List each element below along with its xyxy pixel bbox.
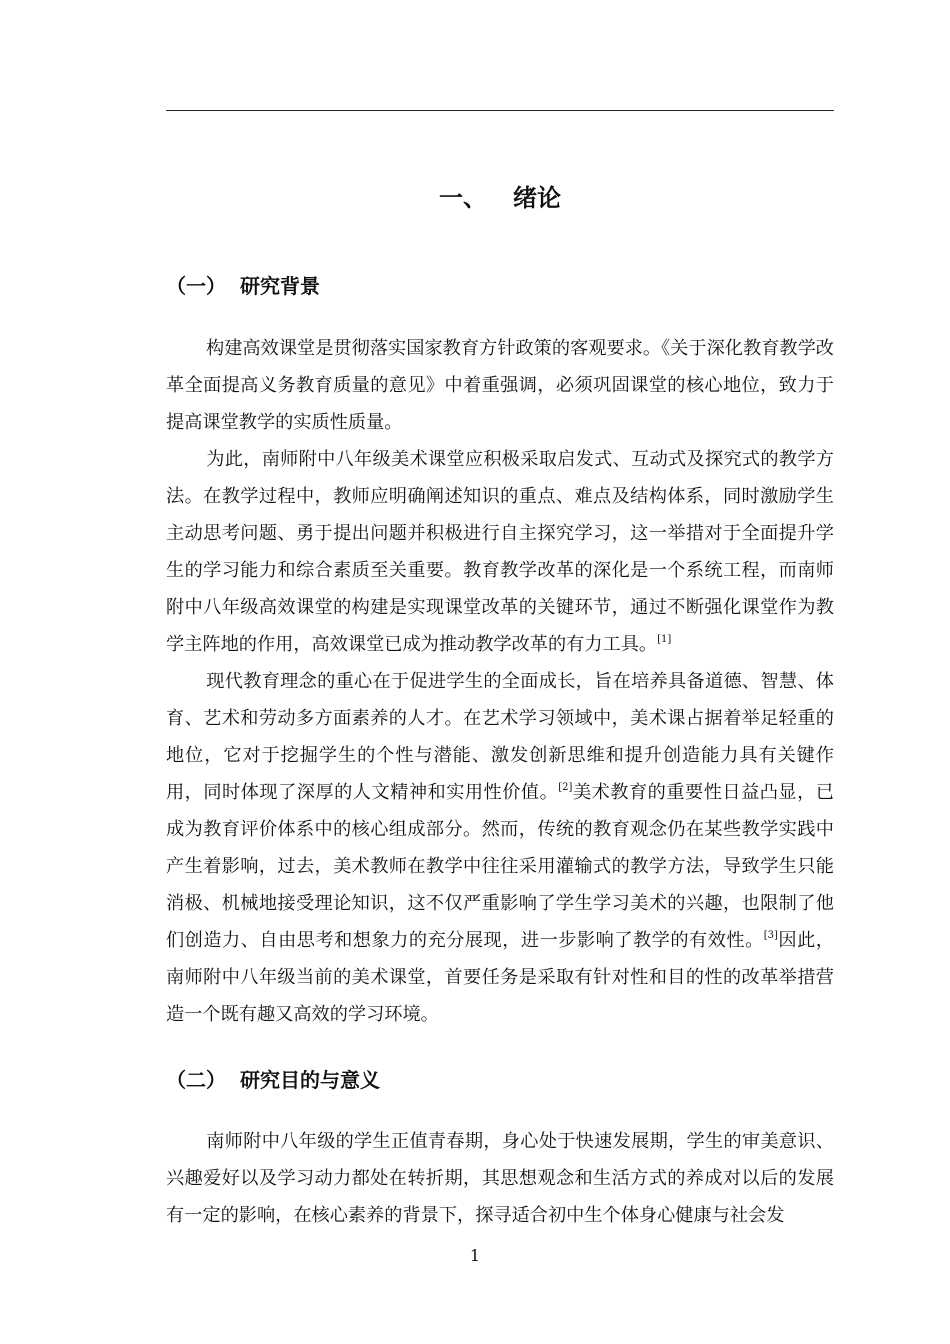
paragraph-3-text-b: 美术教育的重要性日益凸显，已成为教育评价体系中的核心组成部分。然而，传统的教育观念仍在某些教学实践中产生着影响，过去，美术教师在教学中往往采用灌输式的教学方法，导致学生只能消极、机械地接受理论知识，这不仅严重影响了学生学习美术的兴趣，也限制了他们创造力、自由思考和想象力的充分展现，进一步影响了教学的有效性。 (166, 782, 834, 951)
citation-2: [2] (558, 782, 573, 793)
paragraph-2 (166, 441, 834, 663)
page-number: 1 (469, 1246, 481, 1265)
paragraph-3-text-c: 因此，南师附中八年级当前的美术课堂，首要任务是采取有针对性和目的性的改革举措营造一个既有趣又高效的学习环境。 (166, 930, 834, 1025)
paragraph-1-text: 构建高效课堂是贯彻落实国家教育方针政策的客观要求。《关于深化教育教学改革全面提高义务教育质量的意见》中着重强调，必须巩固课堂的核心地位，致力于提高课堂教学的实质性质量。 (166, 338, 834, 433)
section-number: （一） (166, 274, 226, 298)
section-title: 研究目的与意义 (240, 1068, 380, 1092)
section-heading-background (166, 270, 834, 299)
chapter-number: 一、 (439, 184, 487, 212)
header-rule (166, 110, 834, 111)
citation-1: [1] (657, 634, 672, 645)
section-number: （二） (166, 1068, 226, 1092)
paragraph-4 (166, 1123, 834, 1234)
section-heading-purpose (166, 1064, 834, 1093)
paragraph-1 (166, 330, 834, 441)
section-title: 研究背景 (240, 274, 320, 298)
paragraph-2-text: 为此，南师附中八年级美术课堂应积极采取启发式、互动式及探究式的教学方法。在教学过程中，教师应明确阐述知识的重点、难点及结构体系，同时激励学生主动思考问题、勇于提出问题并积极进行自主探究学习，这一举措对于全面提升学生的学习能力和综合素质至关重要。教育教学改革的深化是一个系统工程，而南师附中八年级高效课堂的构建是实现课堂改革的关键环节，通过不断强化课堂作为教学主阵地的作用，高效课堂已成为推动教学改革的有力工具。 (166, 449, 834, 655)
citation-3: [3] (763, 930, 778, 941)
chapter-heading (166, 178, 834, 213)
paragraph-3 (166, 663, 834, 1033)
paragraph-3-text-a: 现代教育理念的重心在于促进学生的全面成长，旨在培养具备道德、智慧、体育、艺术和劳动多方面素养的人才。在艺术学习领域中，美术课占据着举足轻重的地位，它对于挖掘学生的个性与潜能、激发创新思维和提升创造能力具有关键作用，同时体现了深厚的人文精神和实用性价值。 (166, 671, 834, 803)
paragraph-4-text: 南师附中八年级的学生正值青春期，身心处于快速发展期，学生的审美意识、兴趣爱好以及学习动力都处在转折期，其思想观念和生活方式的养成对以后的发展有一定的影响，在核心素养的背景下，探寻适合初中生个体身心健康与社会发 (166, 1131, 834, 1226)
chapter-title: 绪论 (513, 184, 561, 212)
